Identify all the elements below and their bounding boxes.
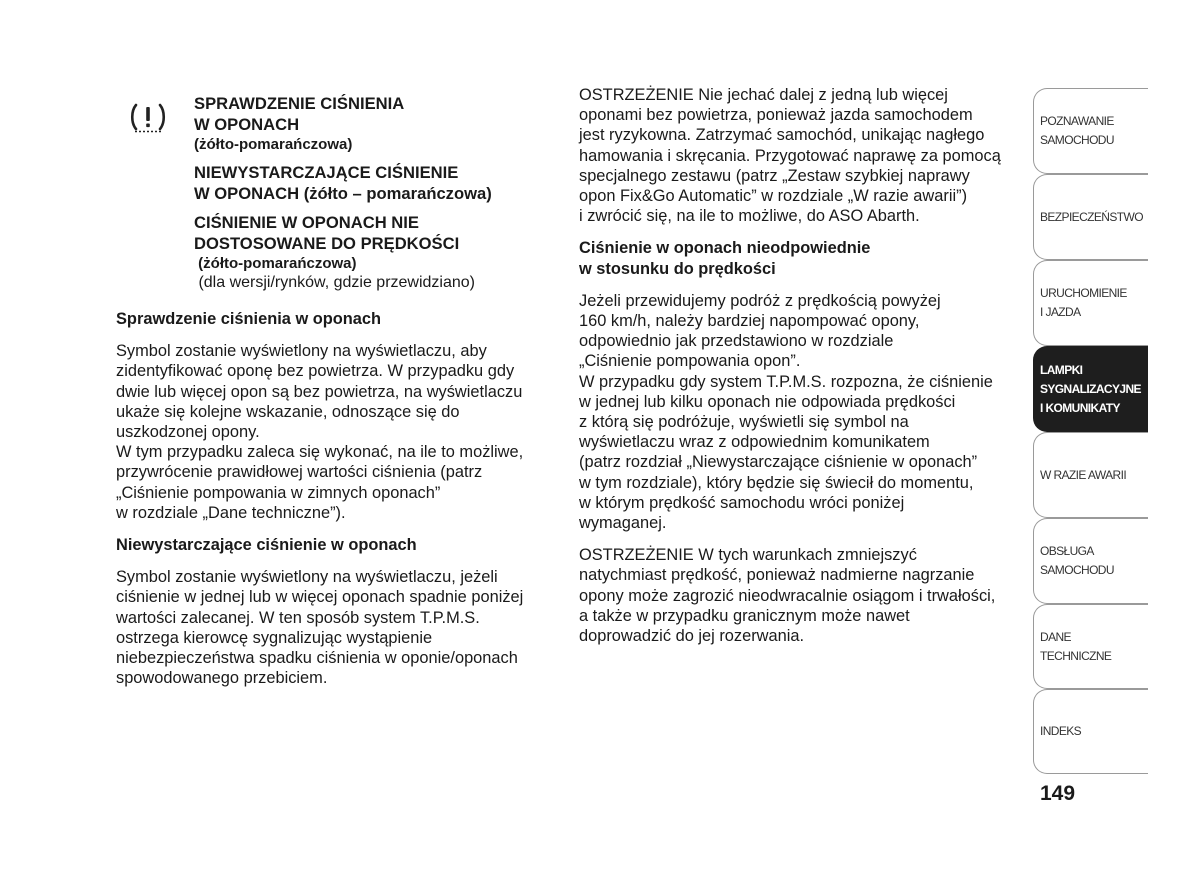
- tire-pressure-warning-icon: [130, 102, 166, 134]
- indicator-title: NIEWYSTARCZAJĄCE CIŚNIENIE W OPONACH (żółto – pomarańczowa): [194, 163, 492, 203]
- indicator-note: (dla wersji/rynków, gdzie przewidziano): [194, 274, 475, 291]
- section-text: Symbol zostanie wyświetlony na wyświetlaczu, jeżeli ciśnienie w jednej lub w więcej oponach spadnie poniżej wartości zalecanej. W ten sposób system T.P.M.S. ostrzega kierowcę sygnalizując wystąpienie niebezpieczeństwa spadku ciśnienia w oponie/oponach spowodowanego przebiciem.: [116, 568, 524, 688]
- indicator-color: (żółto-pomarańczowa): [194, 255, 357, 272]
- tab-w-razie-awarii[interactable]: W RAZIE AWARII: [1033, 432, 1148, 518]
- middle-column: [579, 85, 1019, 658]
- indicator-group-low: [194, 163, 556, 204]
- tab-uruchomienie-i-jazda[interactable]: URUCHOMIENIE I JAZDA: [1033, 260, 1148, 346]
- chapter-tabs: [1033, 88, 1148, 774]
- section-title: Sprawdzenie ciśnienia w oponach: [116, 310, 382, 328]
- section-text: Jeżeli przewidujemy podróż z prędkością powyżej 160 km/h, należy bardziej napompować opony, odpowiednio jak przedstawiono w rozdziale „Ciśnienie pompowania opon”. W przypadku gdy system T.P.M.S. rozpozna, że ciśnienie w jednej lub kilku oponach nie odpowiada prędkości z którą się podróżuje, wyświetli się symbol na wyświetlaczu wraz z odpowiednim komunikatem (patrz rozdział „Niewystarczające ciśnienie w oponach” w tym rozdziale), który będzie się świecił do momentu, w którym prędkość samochodu wróci poniżej wymaganej.: [579, 291, 993, 533]
- indicator-group-check: [194, 94, 556, 154]
- tab-lampki-sygnalizacyjne[interactable]: LAMPKI SYGNALIZACYJNE I KOMUNIKATY: [1033, 346, 1148, 432]
- indicator-title: SPRAWDZENIE CIŚNIENIA W OPONACH: [194, 94, 405, 134]
- page-number: 149: [1040, 782, 1076, 805]
- indicator-header: [194, 94, 556, 293]
- section-title: Ciśnienie w oponach nieodpowiednie w stosunku do prędkości: [579, 239, 871, 278]
- tab-dane-techniczne[interactable]: DANE TECHNICZNE: [1033, 604, 1148, 689]
- warning-text: OSTRZEŻENIE Nie jechać dalej z jedną lub więcej oponami bez powietrza, ponieważ jazda samochodem jest ryzykowna. Zatrzymać samochód, unikając nagłego hamowania i skręcania. Przygotować naprawę za pomocą specjalnego zestawu (patrz „Zestaw szybkiej naprawy opon Fix&Go Automatic” w rozdziale „W razie awarii”) i zwrócić się, na ile to możliwe, do ASO Abarth.: [579, 86, 1001, 226]
- tab-indeks[interactable]: INDEKS: [1033, 689, 1148, 774]
- warning-text: OSTRZEŻENIE W tych warunkach zmniejszyć natychmiast prędkość, ponieważ nadmierne nagrzanie opony może zagrozić nieodwracalnie osiągom i trwałości, a także w przypadku granicznym może nawet doprowadzić do jej rozerwania.: [579, 546, 996, 646]
- left-column: [116, 94, 556, 700]
- section-title: Niewystarczające ciśnienie w oponach: [116, 536, 417, 555]
- tab-poznawanie-samochodu[interactable]: POZNAWANIE SAMOCHODU: [1033, 88, 1148, 174]
- indicator-color: (żółto-pomarańczowa): [194, 136, 353, 153]
- section-text: Symbol zostanie wyświetlony na wyświetlaczu, aby zidentyfikować oponę bez powietrza. W przypadku gdy dwie lub więcej opon są bez powietrza, na wyświetlaczu ukaże się kolejne wskazanie, odnoszące się do uszkodzonej opony. W tym przypadku zaleca się wykonać, na ile to możliwe, przywrócenie prawidłowej wartości ciśnienia (patrz „Ciśnienie pompowania w zimnych oponach” w rozdziale „Dane techniczne”).: [116, 342, 524, 522]
- tab-obsluga-samochodu[interactable]: OBSŁUGA SAMOCHODU: [1033, 518, 1148, 604]
- tab-bezpieczenstwo[interactable]: BEZPIECZEŃSTWO: [1033, 174, 1148, 260]
- indicator-group-speed: [194, 213, 556, 293]
- indicator-title: CIŚNIENIE W OPONACH NIE DOSTOSOWANE DO PRĘDKOŚCI: [194, 213, 460, 253]
